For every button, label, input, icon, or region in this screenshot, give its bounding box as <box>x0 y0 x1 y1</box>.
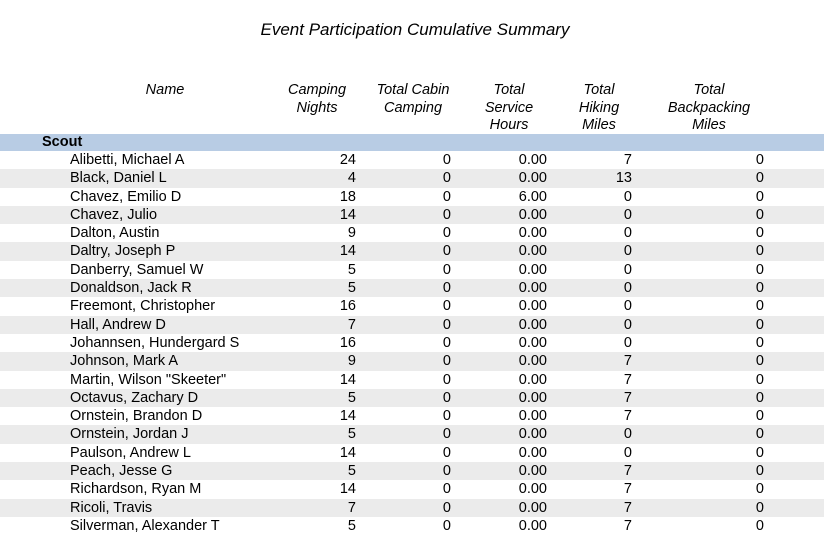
cell-service-hours: 0.00 <box>518 463 547 480</box>
cell-camping-nights: 5 <box>347 280 356 297</box>
cell-name: Dalton, Austin <box>70 225 160 242</box>
cell-cabin-camping: 0 <box>442 353 451 370</box>
cell-backpacking-miles: 0 <box>755 444 764 461</box>
table-row <box>0 188 824 206</box>
cell-name: Daltry, Joseph P <box>70 243 176 260</box>
cell-name: Ornstein, Brandon D <box>70 408 203 425</box>
cell-service-hours: 0.00 <box>518 371 547 388</box>
cell-hiking-miles: 7 <box>623 517 632 534</box>
cell-hiking-miles: 0 <box>623 206 632 223</box>
cell-cabin-camping: 0 <box>442 499 451 516</box>
cell-service-hours: 0.00 <box>518 334 547 351</box>
table-row <box>0 242 824 260</box>
cell-cabin-camping: 0 <box>442 280 451 297</box>
cell-cabin-camping: 0 <box>442 389 451 406</box>
cell-hiking-miles: 0 <box>623 334 632 351</box>
cell-hiking-miles: 7 <box>623 408 632 425</box>
column-header-cabin-camping: Total Cabin Camping <box>376 82 450 116</box>
cell-hiking-miles: 7 <box>623 389 632 406</box>
cell-backpacking-miles: 0 <box>755 280 764 297</box>
cell-cabin-camping: 0 <box>442 334 451 351</box>
cell-cabin-camping: 0 <box>442 444 451 461</box>
cell-backpacking-miles: 0 <box>755 206 764 223</box>
cell-backpacking-miles: 0 <box>755 243 764 260</box>
column-header-backpacking-miles: Total Backpacking Miles <box>667 82 751 133</box>
table-row <box>0 334 824 352</box>
column-header-camping-nights: Camping Nights <box>287 82 347 116</box>
cell-hiking-miles: 0 <box>623 225 632 242</box>
cell-camping-nights: 14 <box>339 371 356 388</box>
data-table-body <box>0 151 824 535</box>
group-header-bar <box>0 134 824 151</box>
cell-name: Chavez, Emilio D <box>70 188 182 205</box>
cell-service-hours: 0.00 <box>518 170 547 187</box>
cell-cabin-camping: 0 <box>442 316 451 333</box>
cell-cabin-camping: 0 <box>442 481 451 498</box>
cell-name: Martin, Wilson "Skeeter" <box>70 371 227 388</box>
cell-cabin-camping: 0 <box>442 188 451 205</box>
table-row <box>0 261 824 279</box>
cell-hiking-miles: 0 <box>623 316 632 333</box>
cell-name: Richardson, Ryan M <box>70 481 202 498</box>
cell-name: Ricoli, Travis <box>70 499 153 516</box>
cell-camping-nights: 16 <box>339 334 356 351</box>
cell-backpacking-miles: 0 <box>755 517 764 534</box>
column-header-name: Name <box>145 82 185 98</box>
cell-backpacking-miles: 0 <box>755 371 764 388</box>
cell-camping-nights: 16 <box>339 298 356 315</box>
cell-camping-nights: 7 <box>347 499 356 516</box>
cell-cabin-camping: 0 <box>442 463 451 480</box>
cell-backpacking-miles: 0 <box>755 463 764 480</box>
cell-backpacking-miles: 0 <box>755 261 764 278</box>
column-header-hiking-miles: Total Hiking Miles <box>578 82 620 133</box>
table-row <box>0 499 824 517</box>
cell-cabin-camping: 0 <box>442 408 451 425</box>
cell-service-hours: 6.00 <box>518 188 547 205</box>
cell-backpacking-miles: 0 <box>755 170 764 187</box>
cell-service-hours: 0.00 <box>518 517 547 534</box>
table-row <box>0 352 824 370</box>
cell-name: Octavus, Zachary D <box>70 389 199 406</box>
cell-camping-nights: 5 <box>347 517 356 534</box>
cell-cabin-camping: 0 <box>442 261 451 278</box>
table-row <box>0 151 824 169</box>
cell-service-hours: 0.00 <box>518 152 547 168</box>
cell-backpacking-miles: 0 <box>755 389 764 406</box>
cell-hiking-miles: 0 <box>623 280 632 297</box>
cell-camping-nights: 4 <box>347 170 356 187</box>
cell-name: Black, Daniel L <box>70 170 167 187</box>
cell-camping-nights: 9 <box>347 353 356 370</box>
cell-service-hours: 0.00 <box>518 481 547 498</box>
cell-name: Johnson, Mark A <box>70 353 178 370</box>
table-row <box>0 224 824 242</box>
cell-camping-nights: 14 <box>339 481 356 498</box>
table-row <box>0 517 824 535</box>
cell-camping-nights: 24 <box>339 152 356 168</box>
cell-cabin-camping: 0 <box>442 225 451 242</box>
cell-service-hours: 0.00 <box>518 261 547 278</box>
cell-service-hours: 0.00 <box>518 243 547 260</box>
cell-hiking-miles: 0 <box>623 261 632 278</box>
cell-hiking-miles: 7 <box>623 499 632 516</box>
column-header-service-hours: Total Service Hours <box>484 82 534 133</box>
cell-service-hours: 0.00 <box>518 389 547 406</box>
cell-service-hours: 0.00 <box>518 408 547 425</box>
cell-hiking-miles: 7 <box>623 481 632 498</box>
cell-hiking-miles: 7 <box>623 353 632 370</box>
cell-hiking-miles: 0 <box>623 298 632 315</box>
table-row <box>0 389 824 407</box>
cell-backpacking-miles: 0 <box>755 481 764 498</box>
table-row <box>0 297 824 315</box>
cell-name: Peach, Jesse G <box>70 463 173 480</box>
cell-service-hours: 0.00 <box>518 444 547 461</box>
cell-name: Freemont, Christopher <box>70 298 216 315</box>
report-title: Event Participation Cumulative Summary <box>260 20 570 39</box>
cell-service-hours: 0.00 <box>518 225 547 242</box>
cell-backpacking-miles: 0 <box>755 152 764 168</box>
cell-cabin-camping: 0 <box>442 170 451 187</box>
cell-service-hours: 0.00 <box>518 298 547 315</box>
cell-camping-nights: 5 <box>347 261 356 278</box>
cell-service-hours: 0.00 <box>518 499 547 516</box>
cell-backpacking-miles: 0 <box>755 334 764 351</box>
cell-service-hours: 0.00 <box>518 426 547 443</box>
cell-backpacking-miles: 0 <box>755 298 764 315</box>
cell-camping-nights: 14 <box>339 444 356 461</box>
group-label: Scout <box>42 134 83 150</box>
cell-backpacking-miles: 0 <box>755 316 764 333</box>
cell-hiking-miles: 13 <box>615 170 632 187</box>
cell-hiking-miles: 7 <box>623 463 632 480</box>
cell-name: Hall, Andrew D <box>70 316 166 333</box>
table-row <box>0 407 824 425</box>
cell-camping-nights: 14 <box>339 408 356 425</box>
cell-camping-nights: 14 <box>339 206 356 223</box>
cell-cabin-camping: 0 <box>442 298 451 315</box>
cell-name: Alibetti, Michael A <box>70 152 185 168</box>
table-row <box>0 169 824 187</box>
cell-camping-nights: 5 <box>347 426 356 443</box>
cell-camping-nights: 7 <box>347 316 356 333</box>
table-row <box>0 206 824 224</box>
cell-backpacking-miles: 0 <box>755 408 764 425</box>
cell-hiking-miles: 0 <box>623 243 632 260</box>
cell-camping-nights: 9 <box>347 225 356 242</box>
cell-camping-nights: 5 <box>347 389 356 406</box>
table-row <box>0 371 824 389</box>
cell-backpacking-miles: 0 <box>755 499 764 516</box>
cell-name: Ornstein, Jordan J <box>70 426 189 443</box>
cell-hiking-miles: 0 <box>623 444 632 461</box>
cell-cabin-camping: 0 <box>442 517 451 534</box>
cell-hiking-miles: 0 <box>623 426 632 443</box>
cell-backpacking-miles: 0 <box>755 353 764 370</box>
cell-name: Silverman, Alexander T <box>70 517 220 534</box>
cell-cabin-camping: 0 <box>442 371 451 388</box>
cell-cabin-camping: 0 <box>442 426 451 443</box>
cell-name: Danberry, Samuel W <box>70 261 204 278</box>
cell-camping-nights: 14 <box>339 243 356 260</box>
cell-service-hours: 0.00 <box>518 316 547 333</box>
table-row <box>0 462 824 480</box>
cell-cabin-camping: 0 <box>442 243 451 260</box>
cell-hiking-miles: 7 <box>623 371 632 388</box>
table-row <box>0 480 824 498</box>
cell-cabin-camping: 0 <box>442 152 451 168</box>
cell-hiking-miles: 0 <box>623 188 632 205</box>
cell-camping-nights: 18 <box>339 188 356 205</box>
cell-name: Donaldson, Jack R <box>70 280 192 297</box>
cell-name: Johannsen, Hundergard S <box>70 334 240 351</box>
cell-service-hours: 0.00 <box>518 280 547 297</box>
cell-name: Chavez, Julio <box>70 206 158 223</box>
table-row <box>0 316 824 334</box>
cell-service-hours: 0.00 <box>518 206 547 223</box>
cell-name: Paulson, Andrew L <box>70 444 191 461</box>
cell-service-hours: 0.00 <box>518 353 547 370</box>
table-row <box>0 444 824 462</box>
cell-cabin-camping: 0 <box>442 206 451 223</box>
cell-hiking-miles: 7 <box>623 152 632 168</box>
cell-backpacking-miles: 0 <box>755 225 764 242</box>
table-row <box>0 279 824 297</box>
cell-camping-nights: 5 <box>347 463 356 480</box>
table-row <box>0 425 824 443</box>
cell-backpacking-miles: 0 <box>755 426 764 443</box>
cell-backpacking-miles: 0 <box>755 188 764 205</box>
